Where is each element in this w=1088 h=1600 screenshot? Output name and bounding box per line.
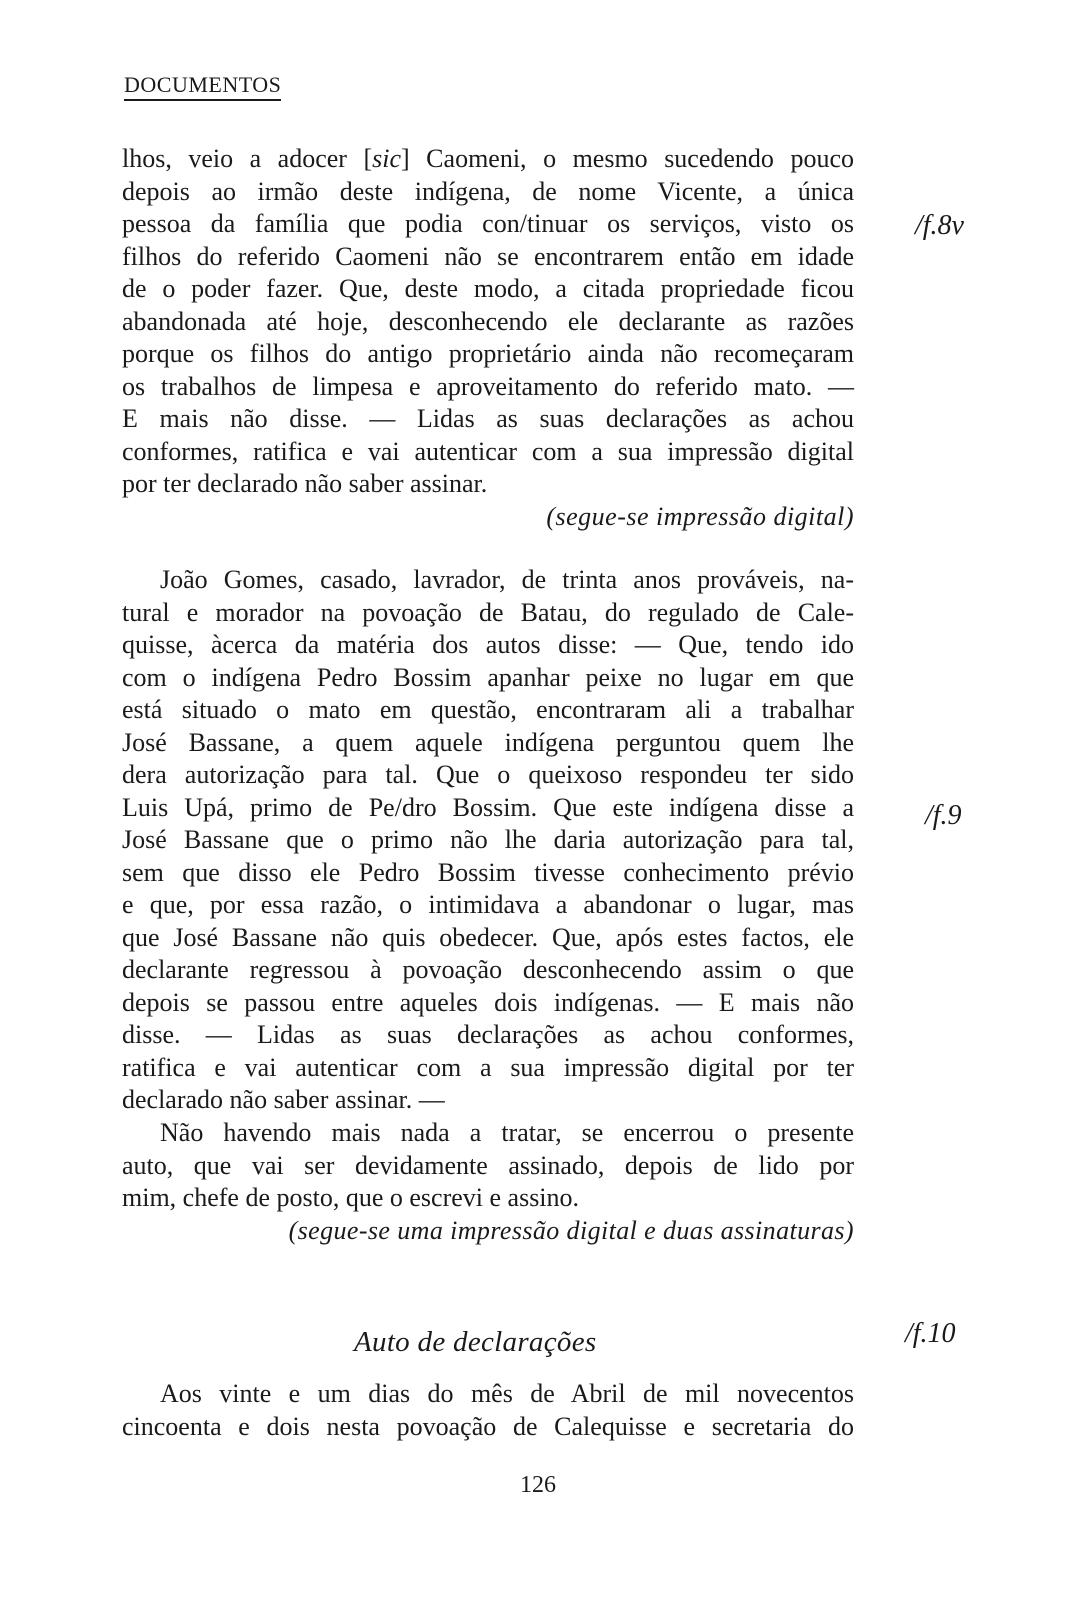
text-line: que José Bassane não quis obedecer. Que, após estes factos, ele [122,922,854,952]
folio-note-f9: /f.9 [925,800,962,831]
text-line: abandonada até hoje, desconhecendo ele declarante as razões [122,306,854,336]
running-header: DOCUMENTOS [124,72,281,101]
paragraph-3 [122,1117,854,1247]
folio-note-f8v: /f.8v [915,210,964,241]
text-line: e que, por essa razão, o intimidava a abandonar o lugar, mas [122,890,854,919]
text-line: tural e morador na povoação de Batau, do regulado de Cale- [122,597,854,627]
text-line: sem que disso ele Pedro Bossim tivesse conhecimento prévio [122,857,854,887]
text-line: porque os filhos do antigo proprietário ainda não recomeçaram [122,339,854,368]
text-line: Não havendo mais nada a tratar, se encerrou o presente [160,1118,854,1147]
section-title: Auto de declarações [354,1326,597,1358]
page-number: 126 [520,1472,556,1498]
text-line: José Bassane, a quem aquele indígena perguntou quem lhe [122,727,854,757]
text-line: depois se passou entre aqueles dois indígenas. — E mais não [122,987,854,1017]
text-line: ratifica e vai autenticar com a sua impressão digital por ter [122,1052,854,1082]
text-line: E mais não disse. — Lidas as suas declarações as achou [122,404,854,433]
text-line: João Gomes, casado, lavrador, de trinta anos prováveis, na- [160,565,854,594]
text-line: quisse, àcerca da matéria dos autos disse: — Que, tendo ido [122,630,854,659]
text-line: dera autorização para tal. Que o queixoso respondeu ter sido [122,760,854,789]
text-line: está situado o mato em questão, encontraram ali a trabalhar [122,695,854,724]
text-line: auto, que vai ser devidamente assinado, depois de lido por [122,1150,854,1180]
text-line: José Bassane que o primo não lhe daria autorização para tal, [122,825,854,854]
text-line: de o poder fazer. Que, deste modo, a citada propriedade ficou [122,274,854,303]
text-line: por ter declarado não saber assinar. [122,469,488,498]
editorial-note: (segue-se uma impressão digital e duas assinaturas) [288,1215,854,1245]
text-line: declarado não saber assinar. — [122,1085,445,1114]
editorial-note: (segue-se impressão digital) [546,501,854,531]
text-line: depois ao irmão deste indígena, de nome Vicente, a única [122,176,854,206]
paragraph-2 [122,564,854,1117]
text-line: os trabalhos de limpesa e aproveitamento do referido mato. — [122,371,854,401]
text-line: pessoa da família que podia con/tinuar os serviços, visto os [122,209,854,238]
paragraph-1 [122,143,854,533]
folio-note-f10: /f.10 [905,1318,956,1349]
text-line: Aos vinte e um dias do mês de Abril de mil novecentos [160,1379,854,1408]
text-line: declarante regressou à povoação desconhecendo assim o que [122,955,854,984]
text-line: lhos, veio a adocer [sic] Caomeni, o mesmo sucedendo pouco [122,144,854,173]
text-line: mim, chefe de posto, que o escrevi e assino. [122,1183,580,1212]
text-line: filhos do referido Caomeni não se encontrarem então em idade [122,241,854,271]
text-line: com o indígena Pedro Bossim apanhar peixe no lugar em que [122,662,854,692]
text-line: disse. — Lidas as suas declarações as achou conformes, [122,1020,854,1049]
text-line: conformes, ratifica e vai autenticar com a sua impressão digital [122,436,854,466]
paragraph-4 [122,1378,854,1443]
text-line: Luis Upá, primo de Pe/dro Bossim. Que este indígena disse a [122,792,854,822]
text-line: cincoenta e dois nesta povoação de Calequisse e secretaria do [122,1411,854,1441]
